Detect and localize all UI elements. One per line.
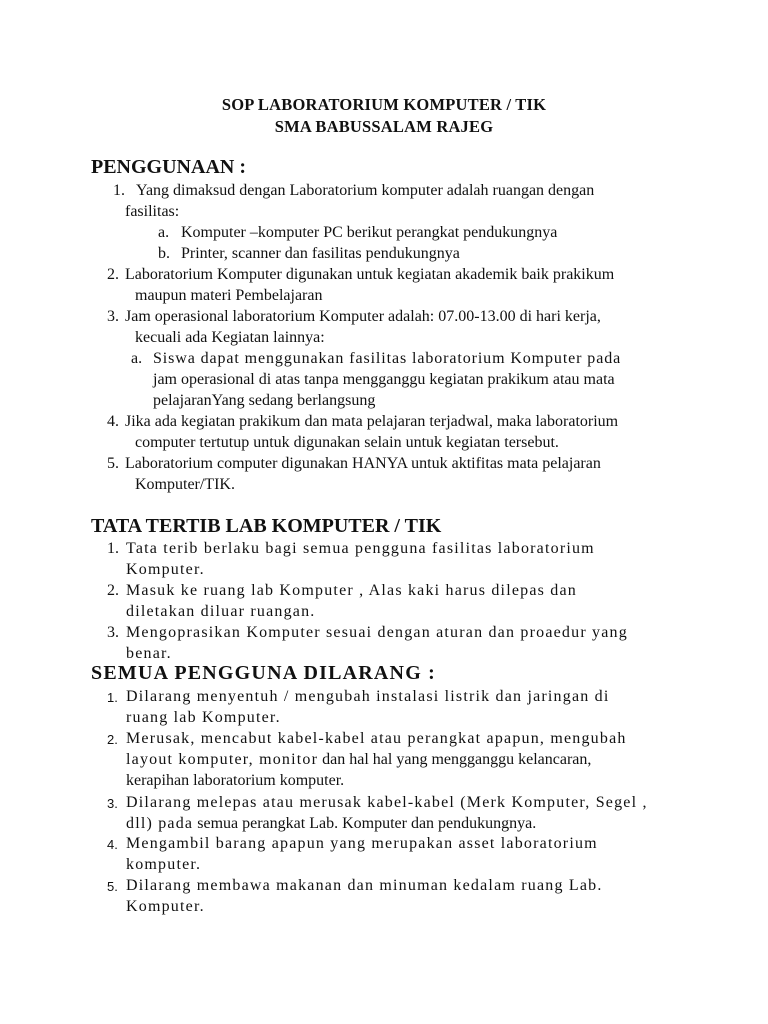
- list-item-number: 5.: [107, 879, 118, 894]
- list-item-text: Merusak, mencabut kabel-kabel atau perangkat apapun, mengubah: [126, 730, 627, 747]
- list-item-number: 3.: [107, 796, 118, 811]
- list-item-text-part: layout komputer, monitor: [126, 751, 319, 768]
- list-item-text: Dilarang melepas atau merusak kabel-kabel (Merk Komputer, Segel ,: [126, 794, 648, 811]
- list-item-text: Laboratorium Komputer digunakan untuk kegiatan akademik baik prakikum: [125, 266, 615, 283]
- list-item-text-part: dll) pada: [126, 815, 194, 832]
- list-item-text: Dilarang menyentuh / mengubah instalasi listrik dan jaringan di: [126, 688, 610, 705]
- list-item-text: Mengoprasikan Komputer sesuai dengan aturan dan proaedur yang: [126, 624, 628, 641]
- list-item-text: Komputer/TIK.: [135, 476, 235, 493]
- list-item-text: Dilarang membawa makanan dan minuman kedalam ruang Lab.: [126, 877, 603, 894]
- list-item-number: 3.: [107, 624, 119, 641]
- list-item-text: diletakan diluar ruangan.: [126, 603, 316, 620]
- list-item-number: 5.: [107, 455, 119, 472]
- document-subtitle: SMA BABUSSALAM RAJEG: [274, 117, 494, 136]
- sub-item-text: Printer, scanner dan fasilitas pendukungnya: [181, 245, 460, 262]
- list-item-text: Yang dimaksud dengan Laboratorium komputer adalah ruangan dengan: [136, 182, 595, 199]
- sub-item-letter: a.: [131, 350, 143, 367]
- list-item-text: benar.: [126, 645, 172, 662]
- list-item-text-part: semua perangkat Lab. Komputer dan pendukungnya.: [197, 815, 537, 832]
- list-item-number: 2.: [107, 266, 119, 283]
- list-item-text: Tata terib berlaku bagi semua pengguna fasilitas laboratorium: [126, 540, 595, 557]
- list-item-text: maupun materi Pembelajaran: [135, 287, 323, 304]
- list-item-text: komputer.: [126, 856, 202, 873]
- heading-tata-tertib: TATA TERTIB LAB KOMPUTER / TIK: [91, 515, 442, 537]
- sub-item-letter: a.: [158, 224, 170, 241]
- list-item-number: 1.: [107, 690, 118, 705]
- sub-item-text: jam operasional di atas tanpa mengganggu kegiatan prakikum atau mata: [153, 371, 615, 388]
- list-item-text: Komputer.: [126, 561, 205, 578]
- list-item-text: computer tertutup untuk digunakan selain untuk kegiatan tersebut.: [135, 434, 559, 451]
- sub-item-text: Komputer –komputer PC berikut perangkat pendukungnya: [181, 224, 558, 241]
- list-item-text: kerapihan laboratorium komputer.: [126, 772, 345, 789]
- list-item-number: 4.: [107, 837, 118, 852]
- list-item-number: 1.: [107, 540, 119, 557]
- list-item-number: 3.: [107, 308, 119, 325]
- document-title: SOP LABORATORIUM KOMPUTER / TIK: [221, 95, 547, 114]
- list-item-text: Jika ada kegiatan prakikum dan mata pelajaran terjadwal, maka laboratorium: [125, 413, 619, 430]
- list-item-text: [126, 813, 536, 834]
- list-item-text: Mengambil barang apapun yang merupakan asset laboratorium: [126, 835, 598, 852]
- list-item-text: ruang lab Komputer.: [126, 709, 281, 726]
- sub-item-letter: b.: [158, 245, 170, 262]
- sub-item-text: Siswa dapat menggunakan fasilitas laboratorium Komputer pada: [153, 350, 622, 367]
- list-item-number: 4.: [107, 413, 119, 430]
- heading-penggunaan: PENGGUNAAN :: [91, 156, 246, 178]
- sub-item-text: pelajaranYang sedang berlangsung: [153, 392, 376, 409]
- list-item-text: Jam operasional laboratorium Komputer adalah: 07.00-13.00 di hari kerja,: [125, 308, 601, 325]
- list-item-text: fasilitas:: [125, 203, 180, 220]
- list-item-text: Laboratorium computer digunakan HANYA untuk aktifitas mata pelajaran: [125, 455, 601, 472]
- list-item-number: 2.: [107, 582, 119, 599]
- list-item-number: 1.: [113, 182, 125, 199]
- heading-dilarang: SEMUA PENGGUNA DILARANG :: [91, 662, 437, 684]
- list-item-text: Masuk ke ruang lab Komputer , Alas kaki harus dilepas dan: [126, 582, 577, 599]
- list-item-number: 2.: [107, 732, 118, 747]
- list-item-text: Komputer.: [126, 898, 205, 915]
- list-item-text-part: dan hal hal yang mengganggu kelancaran,: [322, 751, 592, 768]
- list-item-text: [126, 749, 591, 770]
- list-item-text: kecuali ada Kegiatan lainnya:: [135, 329, 325, 346]
